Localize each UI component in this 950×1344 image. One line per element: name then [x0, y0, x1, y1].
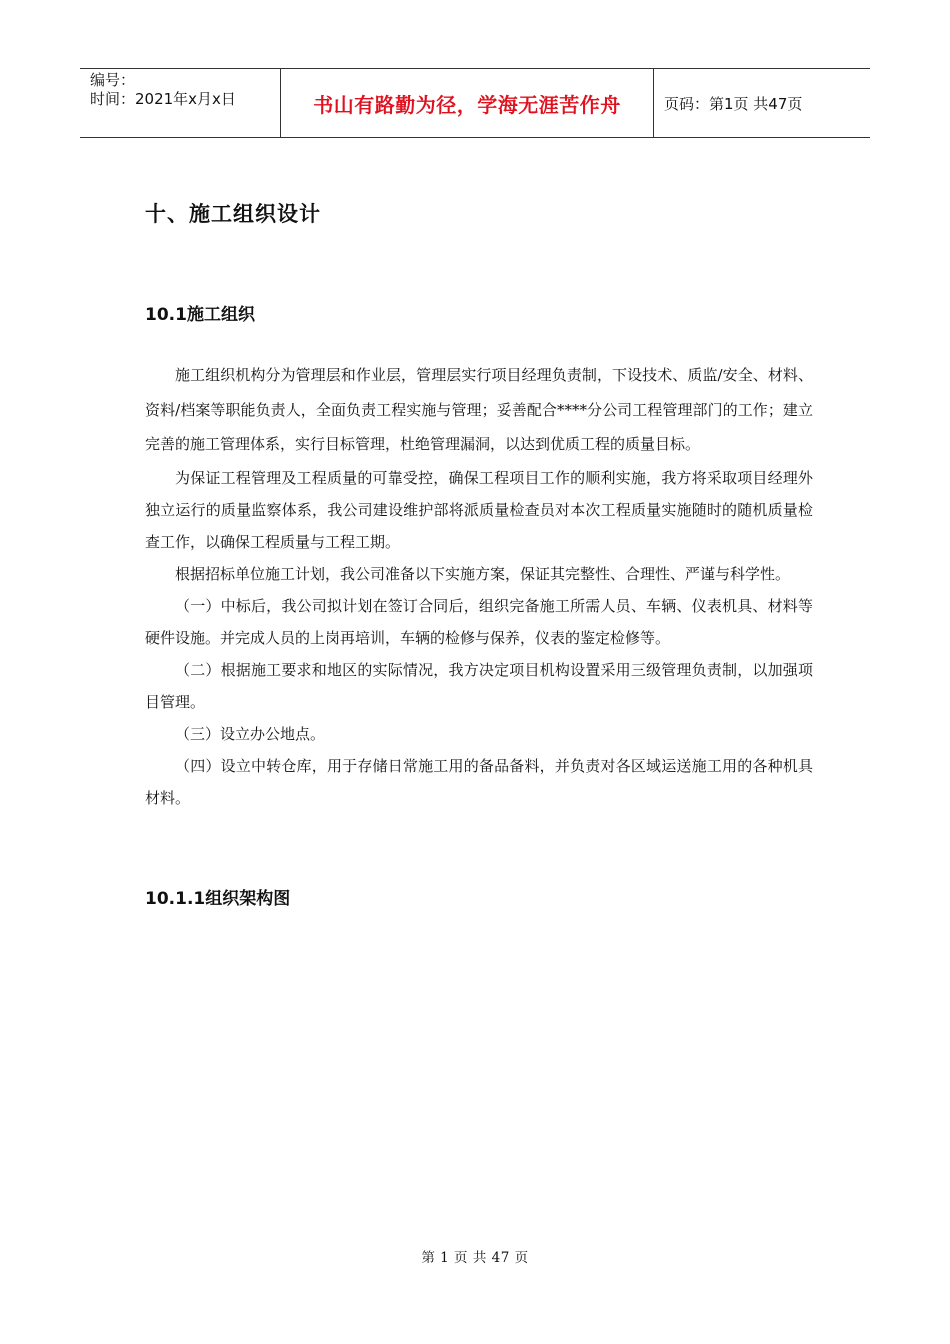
header-motto: 书山有路勤为径，学海无涯苦作舟 — [281, 69, 654, 137]
document-body — [145, 358, 813, 814]
paragraph: 施工组织机构分为管理层和作业层，管理层实行项目经理负责制，下设技术、质监/安全、材料、资料/档案等职能负责人，全面负责工程实施与管理；妥善配合****分公司工程管理部门的工作；建立完善的施工管理体系，实行目标管理，杜绝管理漏洞，以达到优质工程的质量目标。 — [145, 366, 813, 453]
header-meta-cell — [80, 69, 281, 137]
date-label: 时间：2021年x月x日 — [90, 90, 236, 108]
paragraph: （一）中标后，我公司拟计划在签订合同后，组织完备施工所需人员、车辆、仪表机具、材料等硬件设施。并完成人员的上岗再培训，车辆的检修与保养，仪表的鉴定检修等。 — [145, 596, 813, 647]
page-header — [80, 68, 870, 138]
page-footer: 第 1 页 共 47 页 — [421, 1250, 529, 1266]
section-title: 10.1施工组织 — [145, 305, 255, 325]
paragraph: （三）设立办公地点。 — [175, 724, 326, 743]
serial-number-label: 编号： — [90, 71, 136, 89]
paragraph: （四）设立中转仓库，用于存储日常施工用的备品备料，并负责对各区域运送施工用的各种机具材料。 — [145, 756, 813, 807]
paragraph: 根据招标单位施工计划，我公司准备以下实施方案，保证其完整性、合理性、严谨与科学性。 — [175, 564, 791, 583]
paragraph: （二）根据施工要求和地区的实际情况，我方决定项目机构设置采用三级管理负责制，以加强项目管理。 — [145, 660, 813, 711]
header-page-info: 页码：第1页 共47页 — [664, 94, 803, 113]
document-title: 十、施工组织设计 — [145, 202, 321, 226]
subsection-title: 10.1.1组织架构图 — [145, 889, 291, 909]
paragraph: 为保证工程管理及工程质量的可靠受控，确保工程项目工作的顺利实施，我方将采取项目经理外独立运行的质量监察体系，我公司建设维护部将派质量检查员对本次工程质量实施随时的随机质量检查工作，以确保工程质量与工程工期。 — [145, 468, 813, 551]
